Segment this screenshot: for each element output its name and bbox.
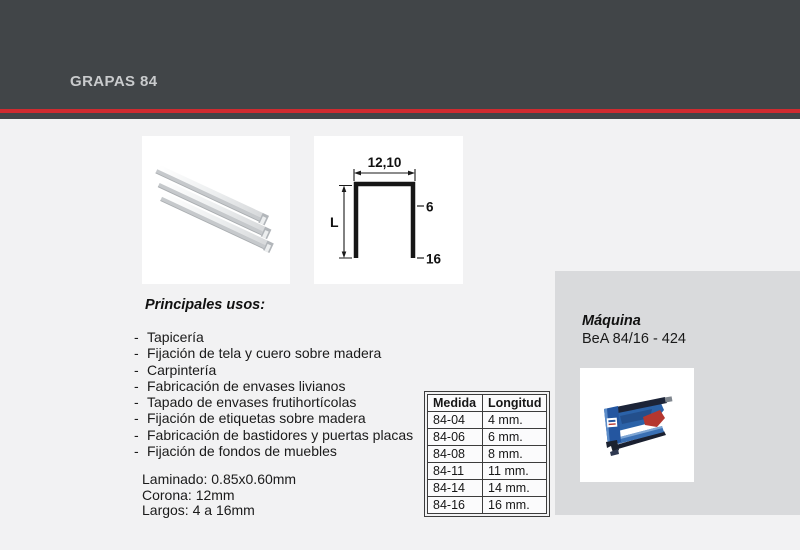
table-row (428, 429, 547, 446)
list-item (134, 410, 413, 426)
bullet-dash: - (134, 443, 139, 460)
list-item (134, 345, 413, 361)
cell-longitud: 4 mm. (483, 412, 547, 429)
uses-list (134, 329, 413, 459)
table-row (428, 446, 547, 463)
cell-medida: 84-04 (428, 412, 483, 429)
machine-heading: Máquina (582, 313, 641, 329)
list-item-label: Fabricación de envases livianos (147, 377, 346, 394)
page-header (0, 0, 800, 109)
column-header-longitud: Longitud (483, 395, 547, 412)
table-row (428, 480, 547, 497)
bullet-dash: - (134, 361, 139, 378)
machine-model: BeA 84/16 - 424 (582, 331, 686, 347)
list-item-label: Fabricación de bastidores y puertas placas (147, 426, 414, 443)
cell-longitud: 11 mm. (483, 463, 547, 480)
list-item (134, 362, 413, 378)
list-item (134, 378, 413, 394)
staples-strips-illustration (142, 136, 290, 284)
table-row (428, 412, 547, 429)
dimension-tick-16: 16 (426, 251, 442, 267)
list-item (134, 329, 413, 345)
table-header-row (428, 395, 547, 412)
cell-medida: 84-06 (428, 429, 483, 446)
list-item-label: Tapicería (147, 329, 204, 345)
dimension-tick-6: 6 (426, 199, 434, 215)
stapler-gun-illustration (580, 368, 694, 482)
bullet-dash: - (134, 410, 139, 427)
staples-photo (142, 136, 290, 284)
uses-heading: Principales usos: (145, 297, 266, 313)
list-item-label: Tapado de envases frutihortícolas (147, 394, 357, 411)
material-specs (142, 472, 296, 519)
staple-profile-drawing (314, 136, 463, 284)
stapler-machine-photo (580, 368, 694, 482)
page-title: GRAPAS 84 (70, 73, 158, 90)
list-item (134, 427, 413, 443)
bullet-dash: - (134, 394, 139, 411)
cell-medida: 84-16 (428, 497, 483, 514)
cell-longitud: 6 mm. (483, 429, 547, 446)
header-bottom-strip (0, 113, 800, 119)
table-row (428, 497, 547, 514)
table-row (428, 463, 547, 480)
spec-line: Corona: 12mm (142, 486, 235, 503)
bullet-dash: - (134, 345, 139, 362)
sizes-table (427, 394, 547, 514)
list-item-label: Fijación de tela y cuero sobre madera (147, 345, 382, 362)
cell-longitud: 14 mm. (483, 480, 547, 497)
list-item-label: Fijación de fondos de muebles (147, 443, 337, 460)
cell-medida: 84-08 (428, 446, 483, 463)
cell-medida: 84-14 (428, 480, 483, 497)
dimension-width-label: 12,10 (367, 155, 402, 170)
column-header-medida: Medida (428, 395, 483, 412)
cell-longitud: 16 mm. (483, 497, 547, 514)
spec-line: Largos: 4 a 16mm (142, 502, 255, 519)
bullet-dash: - (134, 377, 139, 394)
list-item (134, 443, 413, 459)
list-item (134, 394, 413, 410)
list-item-label: Fijación de etiquetas sobre madera (147, 410, 366, 427)
cell-medida: 84-11 (428, 463, 483, 480)
bullet-dash: - (134, 329, 139, 345)
sizes-table-frame (424, 391, 550, 517)
spec-line: Laminado: 0.85x0.60mm (142, 471, 297, 487)
dimension-length-label: L (330, 214, 339, 230)
bullet-dash: - (134, 426, 139, 443)
cell-longitud: 8 mm. (483, 446, 547, 463)
list-item-label: Carpintería (147, 361, 217, 378)
staple-dimensions-diagram (314, 136, 463, 284)
